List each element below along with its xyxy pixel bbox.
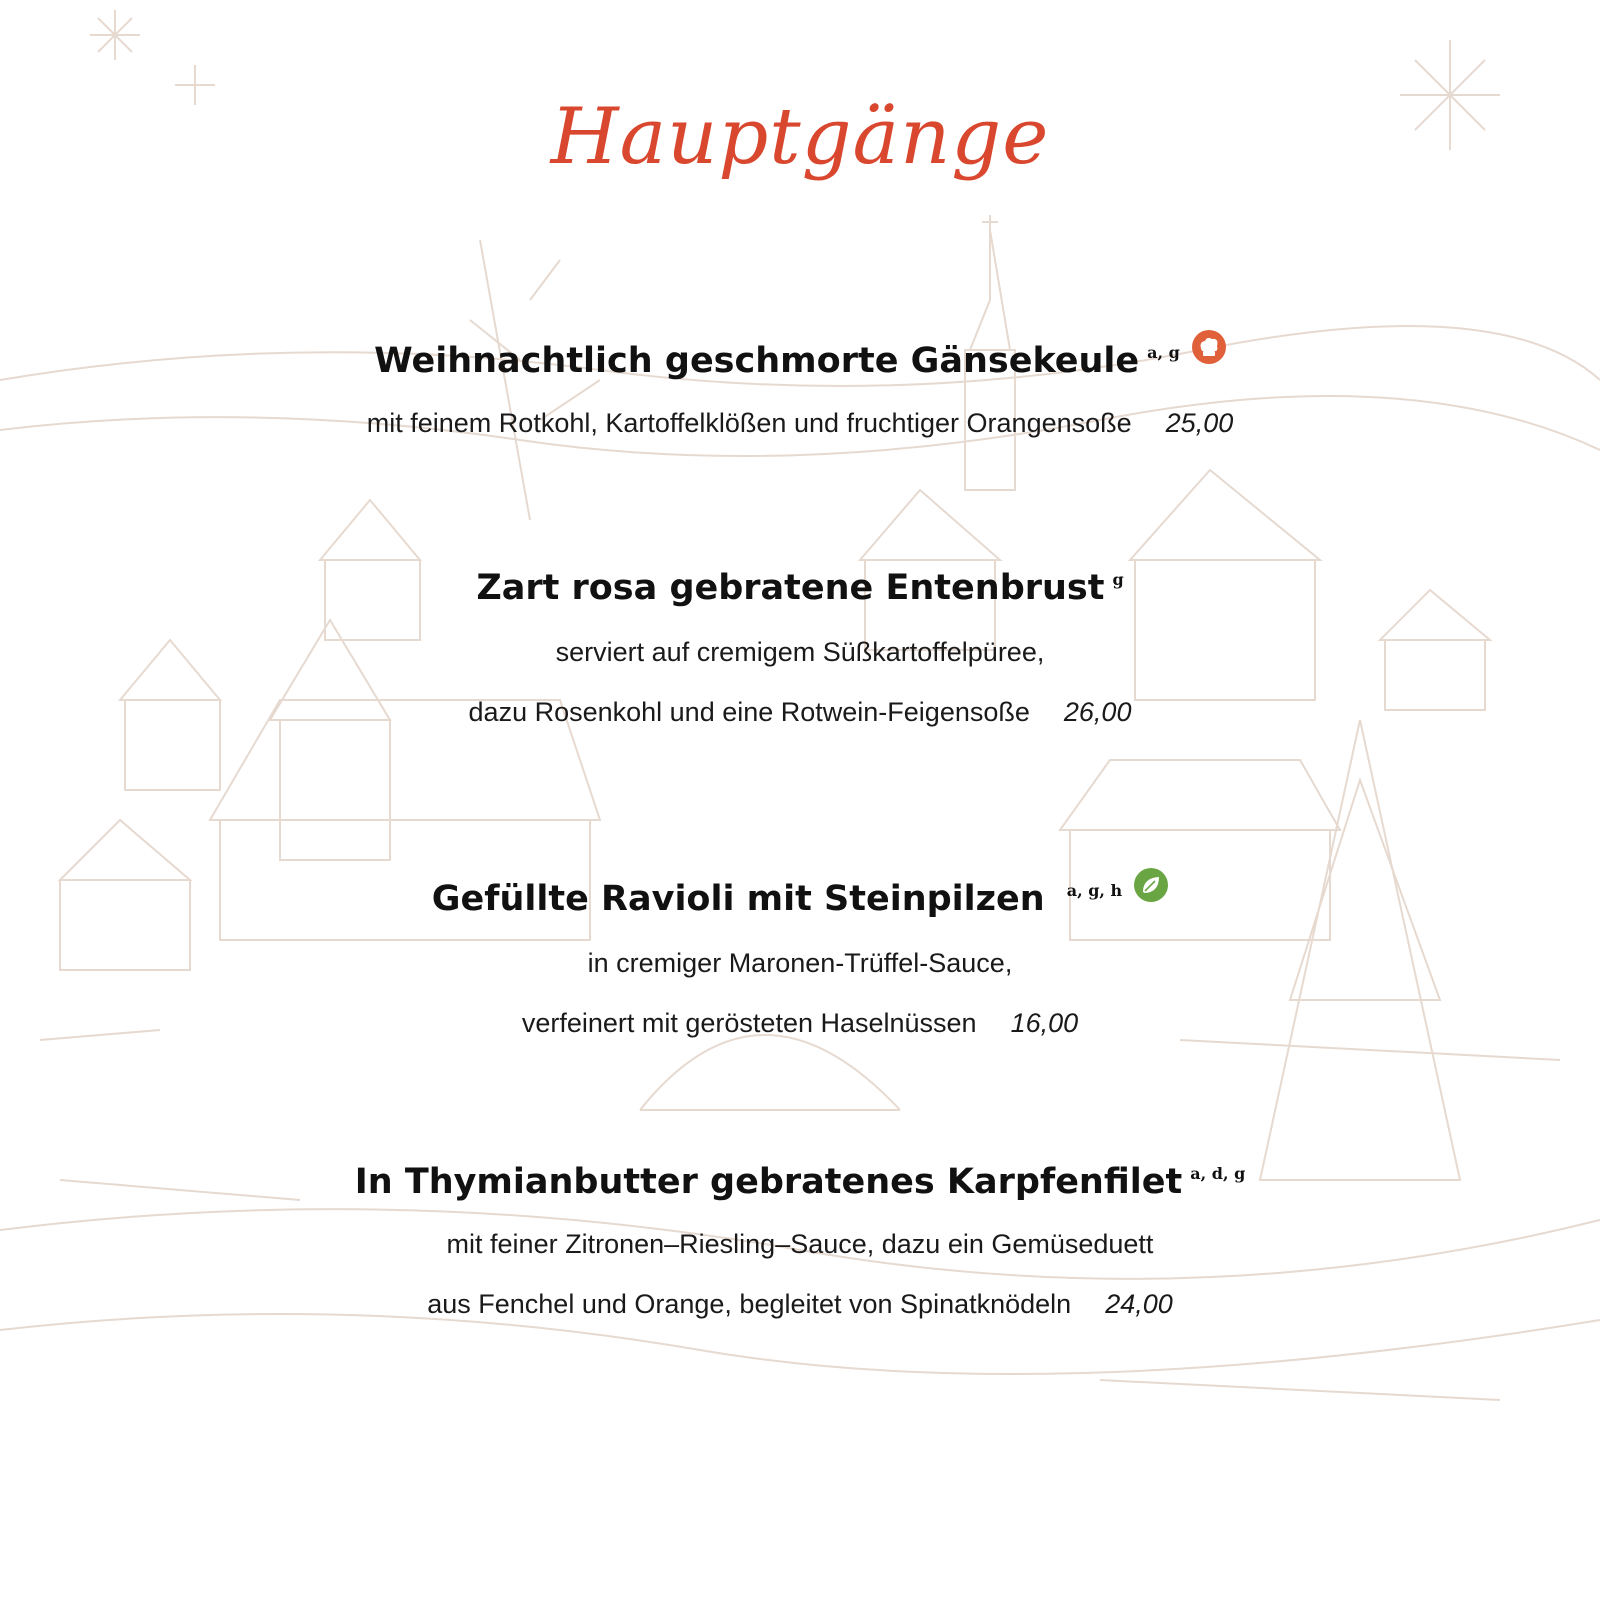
allergen-codes: g — [1112, 570, 1124, 589]
description-line: aus Fenchel und Orange, begleitet von Spinatknödeln — [427, 1289, 1072, 1319]
allergen-codes: a, g — [1147, 343, 1180, 362]
description-line: mit feiner Zitronen–Riesling–Sauce, dazu ein Gemüseduett — [446, 1229, 1154, 1259]
dish-name-row — [0, 568, 1600, 608]
menu-item — [0, 568, 1600, 742]
dish-name: In Thymianbutter gebratenes Karpfenfilet — [354, 1162, 1183, 1202]
price: 25,00 — [1165, 408, 1234, 438]
dish-description — [0, 933, 1600, 1053]
description-line: dazu Rosenkohl und eine Rotwein-Feigensoße — [468, 697, 1030, 727]
dish-name: Weihnachtlich geschmorte Gänsekeule — [374, 341, 1140, 381]
price: 26,00 — [1063, 697, 1132, 727]
price: 24,00 — [1105, 1289, 1173, 1319]
dish-name: Gefüllte Ravioli mit Steinpilzen — [431, 879, 1045, 919]
dish-description — [0, 393, 1600, 453]
price: 16,00 — [1010, 1008, 1079, 1038]
dish-name-row — [0, 330, 1600, 381]
menu-item — [0, 330, 1600, 453]
menu-item — [0, 868, 1600, 1053]
dish-name-row — [0, 868, 1600, 919]
chef-hat-icon — [1192, 330, 1226, 364]
star-icon — [90, 10, 140, 60]
dish-name-row — [0, 1162, 1600, 1202]
dish-description — [0, 622, 1600, 742]
dish-description — [0, 1214, 1600, 1334]
allergen-codes: a, g, h — [1066, 881, 1123, 900]
page-title: Hauptgänge — [550, 92, 1050, 182]
dish-name: Zart rosa gebratene Entenbrust — [476, 568, 1105, 608]
description-line: in cremiger Maronen-Trüffel-Sauce, — [587, 948, 1013, 978]
description-line: mit feinem Rotkohl, Kartoffelklößen und fruchtiger Orangensoße — [366, 408, 1132, 438]
description-line: verfeinert mit gerösteten Haselnüssen — [521, 1008, 977, 1038]
allergen-codes: a, d, g — [1190, 1164, 1246, 1183]
description-line: serviert auf cremigem Süßkartoffelpüree, — [555, 637, 1045, 667]
menu-item — [0, 1162, 1600, 1334]
leaf-icon — [1134, 868, 1168, 902]
